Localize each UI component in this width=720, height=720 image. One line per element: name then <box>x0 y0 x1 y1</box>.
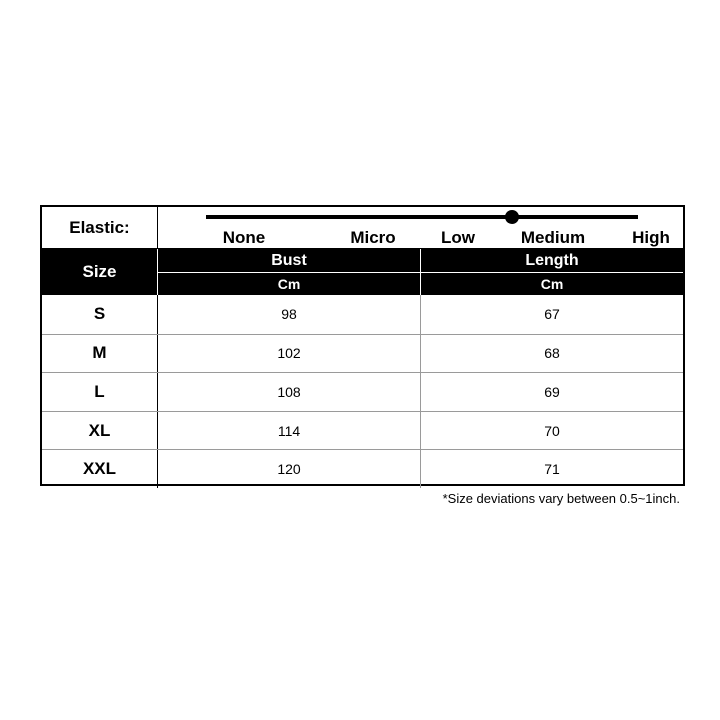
table-body <box>42 295 683 488</box>
size-cell: XL <box>42 412 158 450</box>
bust-cell: 98 <box>158 295 421 334</box>
table-row <box>42 411 683 450</box>
length-header <box>421 249 683 295</box>
elastic-label: Elastic: <box>42 207 158 248</box>
length-cell: 69 <box>544 383 560 400</box>
size-cell: L <box>42 373 158 411</box>
size-deviation-note: *Size deviations vary between 0.5~1inch. <box>442 491 680 506</box>
bust-cell: 114 <box>158 412 421 450</box>
bust-header <box>158 249 421 295</box>
elastic-scale-line <box>206 215 638 219</box>
size-cell: M <box>42 335 158 373</box>
elastic-option-none: None <box>222 228 266 247</box>
bust-header-label: Bust <box>158 249 420 273</box>
size-cell: S <box>42 295 158 334</box>
length-cell: 68 <box>544 345 560 362</box>
table-row <box>42 334 683 373</box>
length-unit: Cm <box>540 276 564 292</box>
size-chart <box>40 205 685 486</box>
elastic-option-medium: Medium <box>520 228 586 247</box>
table-header <box>42 249 683 295</box>
bust-unit: Cm <box>277 276 301 292</box>
length-cell: 70 <box>544 422 560 439</box>
elastic-option-micro: Micro <box>350 228 396 247</box>
bust-cell: 102 <box>158 335 421 373</box>
length-cell: 71 <box>544 461 560 478</box>
elastic-option-low: Low <box>441 228 475 247</box>
table-row <box>42 449 683 488</box>
elastic-scale <box>158 207 683 248</box>
bust-cell: 120 <box>158 450 421 488</box>
bust-cell: 108 <box>158 373 421 411</box>
length-cell: 67 <box>544 306 560 323</box>
size-cell: XXL <box>42 450 158 488</box>
elastic-row <box>42 207 683 249</box>
size-header: Size <box>42 249 158 295</box>
length-header-label: Length <box>421 249 683 273</box>
elastic-scale-marker <box>505 210 519 224</box>
table-row <box>42 295 683 334</box>
table-row <box>42 372 683 411</box>
elastic-option-high: High <box>632 228 670 247</box>
